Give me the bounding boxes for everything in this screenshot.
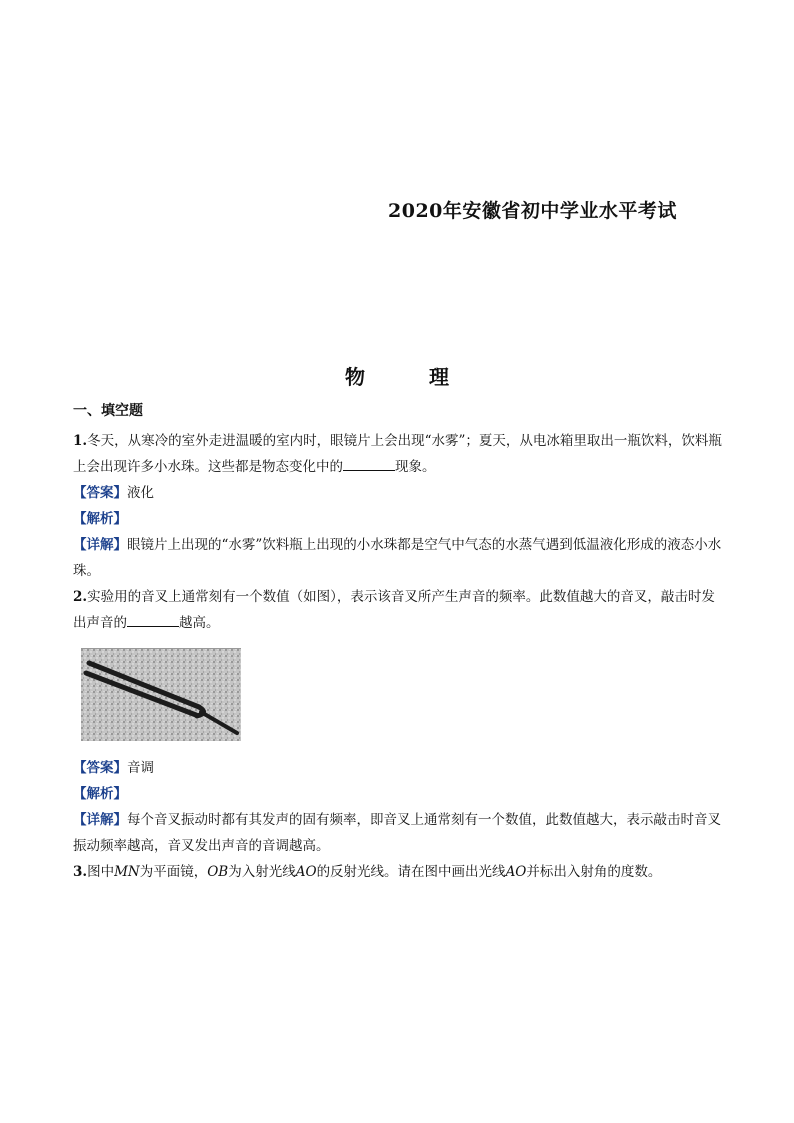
- question-text: 冬天，从寒冷的室外走进温暖的室内时，眼镜片上会出现“水雾”；夏天，从电冰箱里取出一瓶饮料，饮料瓶上会出现许多小水珠。这些都是物态变化中的: [73, 433, 722, 475]
- symbol-ao: AO: [295, 864, 317, 880]
- question-text: 并标出入射角的度数。: [526, 864, 662, 880]
- tuning-fork-photo: [81, 648, 241, 741]
- question-text: 图中: [87, 864, 115, 880]
- page-title: 2020年安徽省初中学业水平考试: [388, 200, 677, 222]
- question-text: 为入射光线: [228, 864, 296, 880]
- section-heading: 一、填空题: [73, 403, 143, 419]
- question-text: 为平面镜，: [139, 864, 208, 880]
- question-1: [73, 428, 723, 480]
- detail-line-1: [73, 532, 723, 584]
- question-text-end: 越高。: [179, 615, 220, 631]
- answer-label: 【答案】: [73, 760, 127, 776]
- answer-line-1: [73, 480, 723, 506]
- detail-line-2: [73, 807, 723, 859]
- answer-line-2: [73, 755, 723, 781]
- question-list: [73, 428, 723, 885]
- question-number: 1.: [73, 433, 88, 449]
- detail-label: 【详解】: [73, 812, 127, 828]
- subject-title: 物 理: [345, 365, 471, 389]
- analysis-label: 【解析】: [73, 786, 127, 802]
- answer-text: 音调: [127, 760, 154, 776]
- answer-label: 【答案】: [73, 485, 127, 501]
- detail-label: 【详解】: [73, 537, 127, 553]
- question-2: [73, 584, 723, 636]
- detail-text: 每个音叉振动时都有其发声的固有频率，即音叉上通常刻有一个数值，此数值越大，表示敲击时音叉振动频率越高，音叉发出声音的音调越高。: [73, 812, 721, 854]
- detail-text: 眼镜片上出现的“水雾”饮料瓶上出现的小水珠都是空气中气态的水蒸气遇到低温液化形成的液态小水珠。: [73, 537, 722, 579]
- analysis-label: 【解析】: [73, 511, 127, 527]
- question-text-end: 现象。: [395, 459, 436, 475]
- symbol-ob: OB: [207, 864, 229, 880]
- question-text: 的反射光线。请在图中画出光线: [316, 864, 506, 880]
- tuning-fork-icon: [81, 649, 241, 741]
- question-number: 3.: [73, 864, 88, 880]
- question-number: 2.: [73, 589, 88, 605]
- question-text: 实验用的音叉上通常刻有一个数值（如图），表示该音叉所产生声音的频率。此数值越大的音叉，敲击时发出声音的: [73, 589, 715, 631]
- analysis-line-1: [73, 506, 723, 532]
- symbol-ao: AO: [505, 864, 527, 880]
- answer-text: 液化: [127, 485, 154, 501]
- answer-blank: [343, 457, 395, 471]
- symbol-mn: MN: [114, 864, 140, 880]
- answer-blank: [127, 613, 179, 627]
- analysis-line-2: [73, 781, 723, 807]
- question-3: [73, 859, 723, 885]
